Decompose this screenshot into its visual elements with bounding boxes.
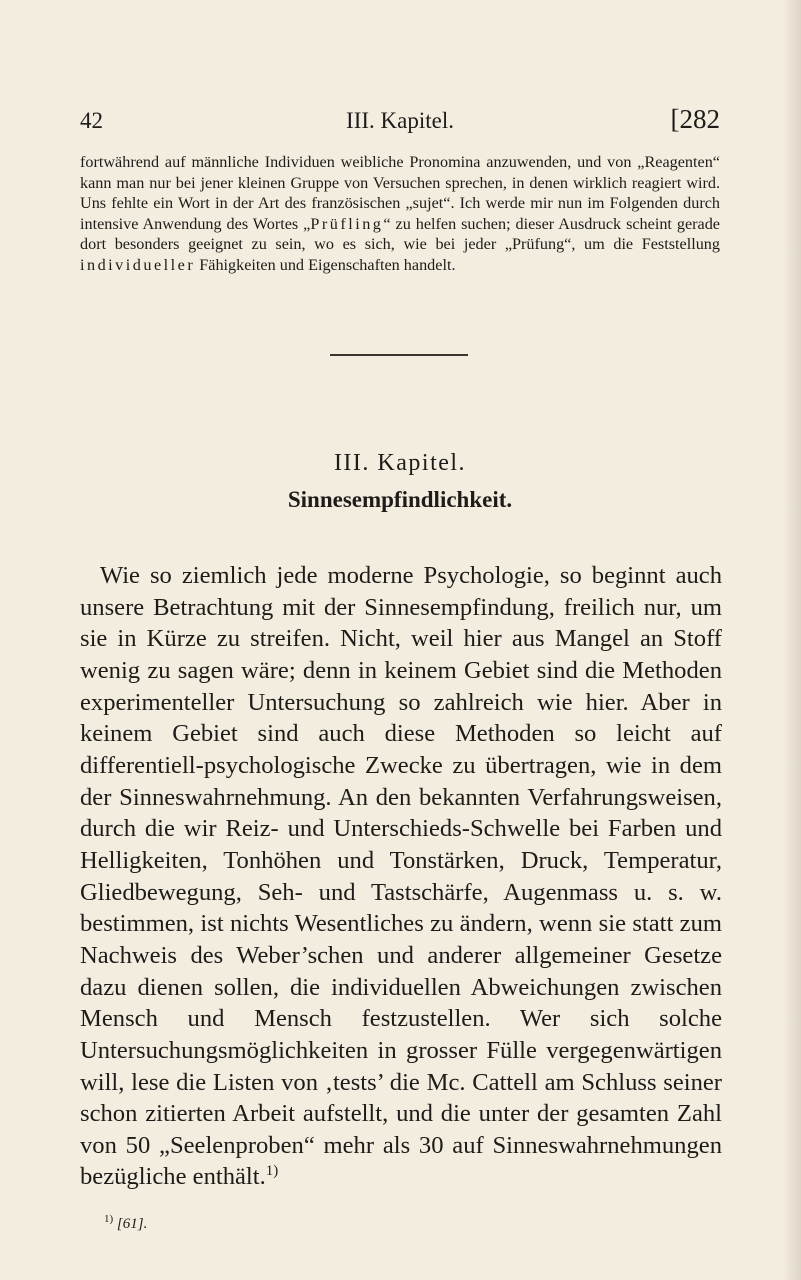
footnote [104, 1213, 147, 1233]
footnote-reference: 1) [265, 1163, 279, 1180]
running-head-title: III. Kapitel. [346, 108, 454, 133]
footnote-text: [61]. [116, 1216, 148, 1232]
intro-text-part3: Fähigkeiten und Eigenschaften handelt. [195, 255, 456, 274]
page-edge-shadow [783, 0, 801, 1280]
chapter-label: III. Kapitel. [333, 450, 467, 476]
intro-text [80, 152, 720, 276]
original-page-reference: [282 [670, 104, 720, 134]
intro-emphasis-individueller: individueller [80, 255, 196, 274]
main-text-content: Wie so ziemlich jede moderne Psychologie, so beginnt auch unsere Betrachtung mit der Sinnesempfindung, freilich nur, um sie in Kürze zu streifen. Nicht, weil hier aus Mangel an Stoff wenig zu sagen wäre; denn in keinem Gebiet sind die Methoden experimenteller Untersuchung so zahlreich wie hier. Aber in keinem Gebiet sind auch diese Methoden so leicht auf differentiell-psychologische Zwecke zu übertragen, wie in dem der Sinneswahrnehmung. An den bekannten Verfahrungsweisen, durch die wir Reiz- und Unterschieds-Schwelle bei Farben und Helligkeiten, Tonhöhen und Tonstärken, Druck, Temperatur, Gliedbewegung, Seh- und Tastschärfe, Augenmass u. s. w. bestimmen, ist nichts Wesentliches zu ändern, wenn sie statt zum Nachweis des Weber’schen und anderer allgemeiner Gesetze dazu dienen sollen, die individuellen Abweichungen zwischen Mensch und Mensch festzustellen. Wer sich solche Untersuchungsmöglichkeiten in grosser Fülle vergegenwärtigen will, lese die Listen von ‚tests’ die Mc. Cattell am Schluss seiner schon zitierten Arbeit aufstellt, und die unter der gesamten Zahl von 50 „Seelenproben“ mehr als 30 auf Sinneswahrnehmungen bezügliche enthält. [80, 562, 722, 1191]
intro-text-part1: fortwährend auf männliche Individuen weibliche Pronomina anzuwenden, und von „Reagenten“ kann man nur bei jener kleinen Gruppe von Versuchen sprechen, in denen wirklich reagiert wird. Uns fehlte ein Wort in der Art des französischen „sujet“. Ich werde mir nun im Folgenden durch intensive Anwendung des Wortes „ [80, 153, 720, 233]
page-number: 42 [80, 108, 103, 133]
footnote-mark: 1) [104, 1213, 114, 1225]
intro-paragraph [80, 152, 720, 276]
chapter-title: Sinnesempfindlichkeit. [287, 487, 513, 512]
section-divider [330, 354, 468, 356]
intro-emphasis-pruefling: Prüfling [310, 214, 384, 233]
main-text [80, 560, 722, 1193]
main-paragraph [80, 560, 722, 1193]
intro-text-part2: “ zu helfen suchen; dieser Ausdruck scheint gerade dort besonders geeignet zu sein, wo es sich, wie bei jeder „Prüfung“, um die Feststellung [80, 214, 720, 254]
running-head [80, 104, 720, 138]
